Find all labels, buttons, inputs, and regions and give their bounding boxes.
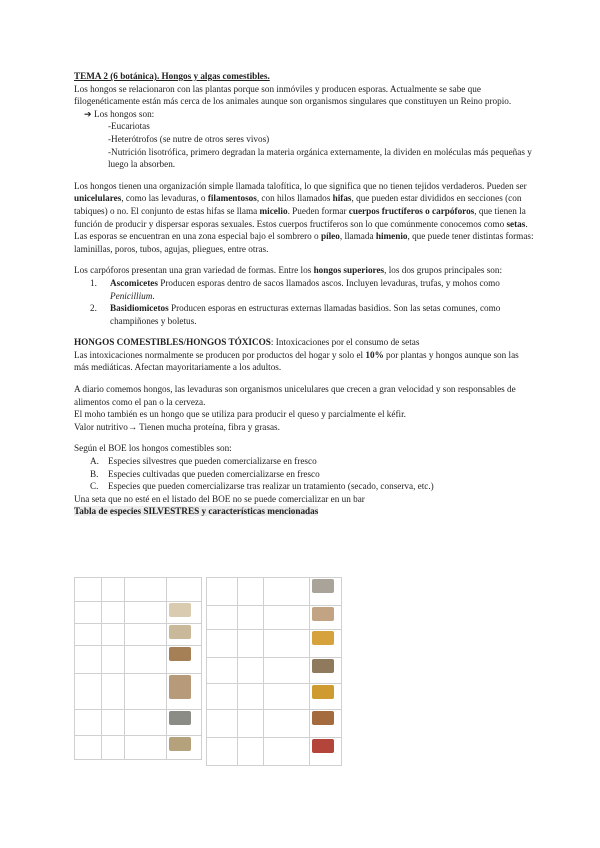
- mushroom-photo: [312, 631, 334, 645]
- mushroom-photo: [312, 685, 334, 699]
- mushroom-photo: [169, 675, 191, 699]
- mushroom-photo: [312, 607, 334, 621]
- organization-paragraph: Los hongos tienen una organización simple llamada talofítica, lo que significa que no tienen tejidos verdaderos. Pueden ser unicelulares, como las levaduras, o filamentosos, con hilos llamados hifas, que pueden estar divididos en secciones (con tabiques) o no. El conjunto de estas hifas se llama micelio. Pueden formar cuerpos fructíferos o carpóforos, que tienen la función de producir y dispersar esporas sexuales. Estos cuerpos fructíferos son lo que comúnmente conocemos como setas. Las esporas se encuentran en una zona especial bajo el sombrero o píleo, llamada himenio, que puede tener distintas formas: laminillas, poros, tubos, agujas, pliegues, entre otras.: [74, 180, 534, 254]
- mushroom-photo: [169, 625, 191, 639]
- arrow-icon: ➔: [84, 108, 94, 119]
- boe-item: B. Especies cultivadas que pueden comercializarse en fresco: [90, 468, 320, 479]
- intoxication-paragraph: Las intoxicaciones normalmente se producen por productos del hogar y solo el 10% por plantas y hongos aunque son las más mediáticas. Afectan mayoritariamente a los adultos.: [74, 349, 519, 373]
- mushroom-photo: [169, 603, 191, 617]
- mushroom-photo: [312, 711, 334, 725]
- nutrition-paragraph: Valor nutritivo→ Tienen mucha proteína, fibra y grasas.: [74, 421, 280, 432]
- section-heading: HONGOS COMESTIBLES/HONGOS TÓXICOS: Intoxicaciones por el consumo de setas: [74, 337, 420, 348]
- arrow-list-item: -Heterótrofos (se nutre de otros seres vivos): [108, 133, 270, 144]
- mushroom-photo: [169, 737, 191, 751]
- arrow-list-item: -Eucariotas: [108, 121, 150, 132]
- table-caption: Tabla de especies SILVESTRES y características mencionadas: [74, 506, 319, 517]
- page-title: TEMA 2 (6 botánica). Hongos y algas comestibles.: [74, 71, 270, 81]
- boe-heading: Según el BOE los hongos comestibles son:: [74, 443, 232, 454]
- mushroom-photo: [312, 739, 334, 753]
- intro-paragraph: Los hongos se relacionaron con las plantas porque son inmóviles y producen esporas. Actualmente se sabe que filogenéticamente están más cerca de los animales aunque son organismos singulares que constituyen un Reino propio.: [74, 83, 512, 107]
- document-body: [74, 70, 534, 518]
- daily-paragraph: A diario comemos hongos, las levaduras son organismos unicelulares que crecen a gran velocidad y son responsables de alimentos como el pan o la cerveza.: [74, 384, 516, 407]
- boe-item: C. Especies que pueden comercializarse tras realizar un tratamiento (secado, conserva, etc.): [90, 481, 434, 492]
- boe-item: A. Especies silvestres que pueden comercializarse en fresco: [90, 456, 317, 467]
- arrow-list-item: -Nutrición lisotrófica, primero degradan la materia orgánica externamente, la dividen en moléculas más pequeñas y luego la absorben.: [108, 146, 532, 170]
- mold-paragraph: El moho también es un hongo que se utiliza para producir el queso y parcialmente el kéfir.: [74, 409, 406, 420]
- arrow-list-head: ➔ Los hongos son:: [84, 108, 155, 119]
- species-table-right: [206, 577, 342, 773]
- group-item: 1. Ascomicetes Producen esporas dentro de sacos llamados ascos. Incluyen levaduras, trufas, y mohos como Penicillium.: [90, 277, 500, 301]
- mushroom-photo: [312, 579, 334, 593]
- carpophore-paragraph: Los carpóforos presentan una gran variedad de formas. Entre los hongos superiores, los dos grupos principales son:: [74, 265, 503, 276]
- mushroom-photo: [169, 647, 191, 661]
- group-item: 2. Basidiomicetos Producen esporas en estructuras externas llamadas basidios. Son las setas comunes, como champiñones y boletus.: [90, 303, 501, 326]
- mushroom-photo: [312, 659, 334, 673]
- species-table-left: [74, 577, 202, 773]
- boe-note: Una seta que no esté en el listado del BOE no se puede comercializar en un bar: [74, 493, 365, 504]
- mushroom-photo: [169, 711, 191, 725]
